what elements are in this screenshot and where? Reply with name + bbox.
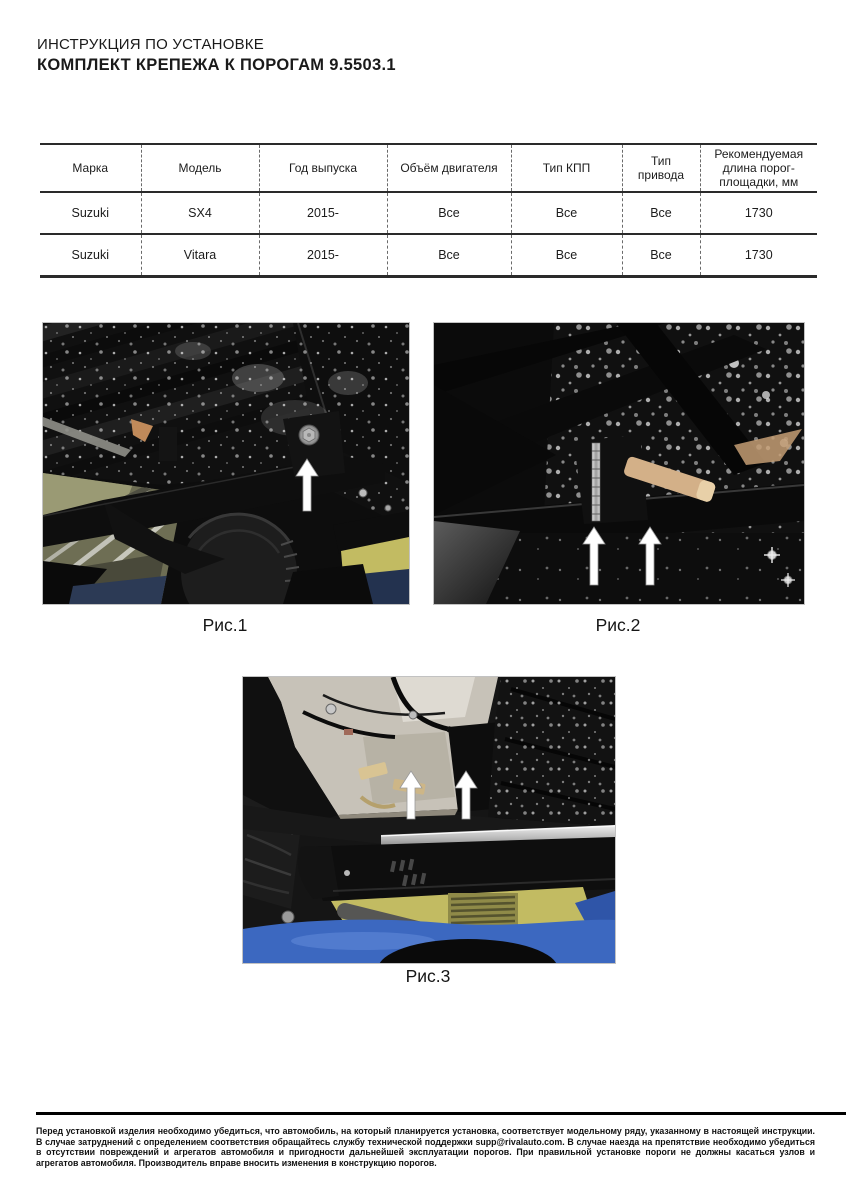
figure-1-caption: Рис.1: [202, 615, 248, 635]
figure-3-caption: Рис.3: [405, 966, 451, 986]
underbody-photo-1: [43, 323, 409, 604]
col-header-length: Рекомендуемая длина порог-площадки, мм: [700, 144, 817, 192]
cell-model: Vitara: [141, 234, 259, 277]
col-header-model: Модель: [141, 144, 259, 192]
col-header-drive: Тип привода: [622, 144, 700, 192]
figure-2-photo: [433, 322, 805, 605]
cell-engine: Все: [387, 234, 511, 277]
table-row: [40, 234, 817, 277]
table-row: [40, 192, 817, 234]
cell-drive: Все: [622, 192, 700, 234]
cell-transmission: Все: [511, 192, 622, 234]
black-bracket: [159, 427, 177, 461]
col-header-transmission: Тип КПП: [511, 144, 622, 192]
cell-year: 2015-: [259, 192, 387, 234]
threaded-stud: [592, 443, 600, 521]
col-header-engine: Объём двигателя: [387, 144, 511, 192]
col-header-year: Год выпуска: [259, 144, 387, 192]
footer-disclaimer: Перед установкой изделия необходимо убедиться, что автомобиль, на который планируется установка, соответствует модельному ряду, указанному в настоящей инструкции. В случае затруднений с определением соответствия обращайтесь службу технической поддержки supp@rivalauto.com. В случае наезда на препятствие необходимо убедиться в отсутствии повреждений и агрегатов автомобиля и пригодности дальнейшей эксплуатации порогов. При правильной установке пороги не должны касаться узлов и агрегатов автомобиля. Производитель вправе вносить изменения в конструкцию порогов.: [36, 1125, 815, 1168]
figure-2-caption: Рис.2: [595, 615, 641, 635]
connector: [344, 729, 353, 735]
doc-title: КОМПЛЕКТ КРЕПЕЖА К ПОРОГАМ 9.5503.1: [37, 56, 396, 74]
doc-subtitle: ИНСТРУКЦИЯ ПО УСТАНОВКЕ: [37, 36, 264, 53]
doc-header: [37, 36, 396, 75]
cell-model: SX4: [141, 192, 259, 234]
cell-drive: Все: [622, 234, 700, 277]
sidestep-photo-3: [243, 677, 615, 963]
cell-brand: Suzuki: [40, 192, 141, 234]
small-bolt: [385, 505, 391, 511]
cell-engine: Все: [387, 192, 511, 234]
fitment-table: [40, 143, 817, 278]
bolt: [409, 711, 417, 719]
cell-length: 1730: [700, 192, 817, 234]
cell-transmission: Все: [511, 234, 622, 277]
screw: [344, 870, 350, 876]
figure-1-photo: [42, 322, 410, 605]
bolt: [326, 704, 336, 714]
small-bolt: [359, 489, 367, 497]
floor-pan: [488, 677, 615, 827]
mount-bracket: [574, 435, 648, 524]
cell-year: 2015-: [259, 234, 387, 277]
underbody-photo-2: [434, 323, 804, 604]
table-header-row: [40, 144, 817, 192]
cell-brand: Suzuki: [40, 234, 141, 277]
figure-3-photo: [242, 676, 616, 964]
col-header-brand: Марка: [40, 144, 141, 192]
cell-length: 1730: [700, 234, 817, 277]
footer-divider: [36, 1112, 846, 1115]
